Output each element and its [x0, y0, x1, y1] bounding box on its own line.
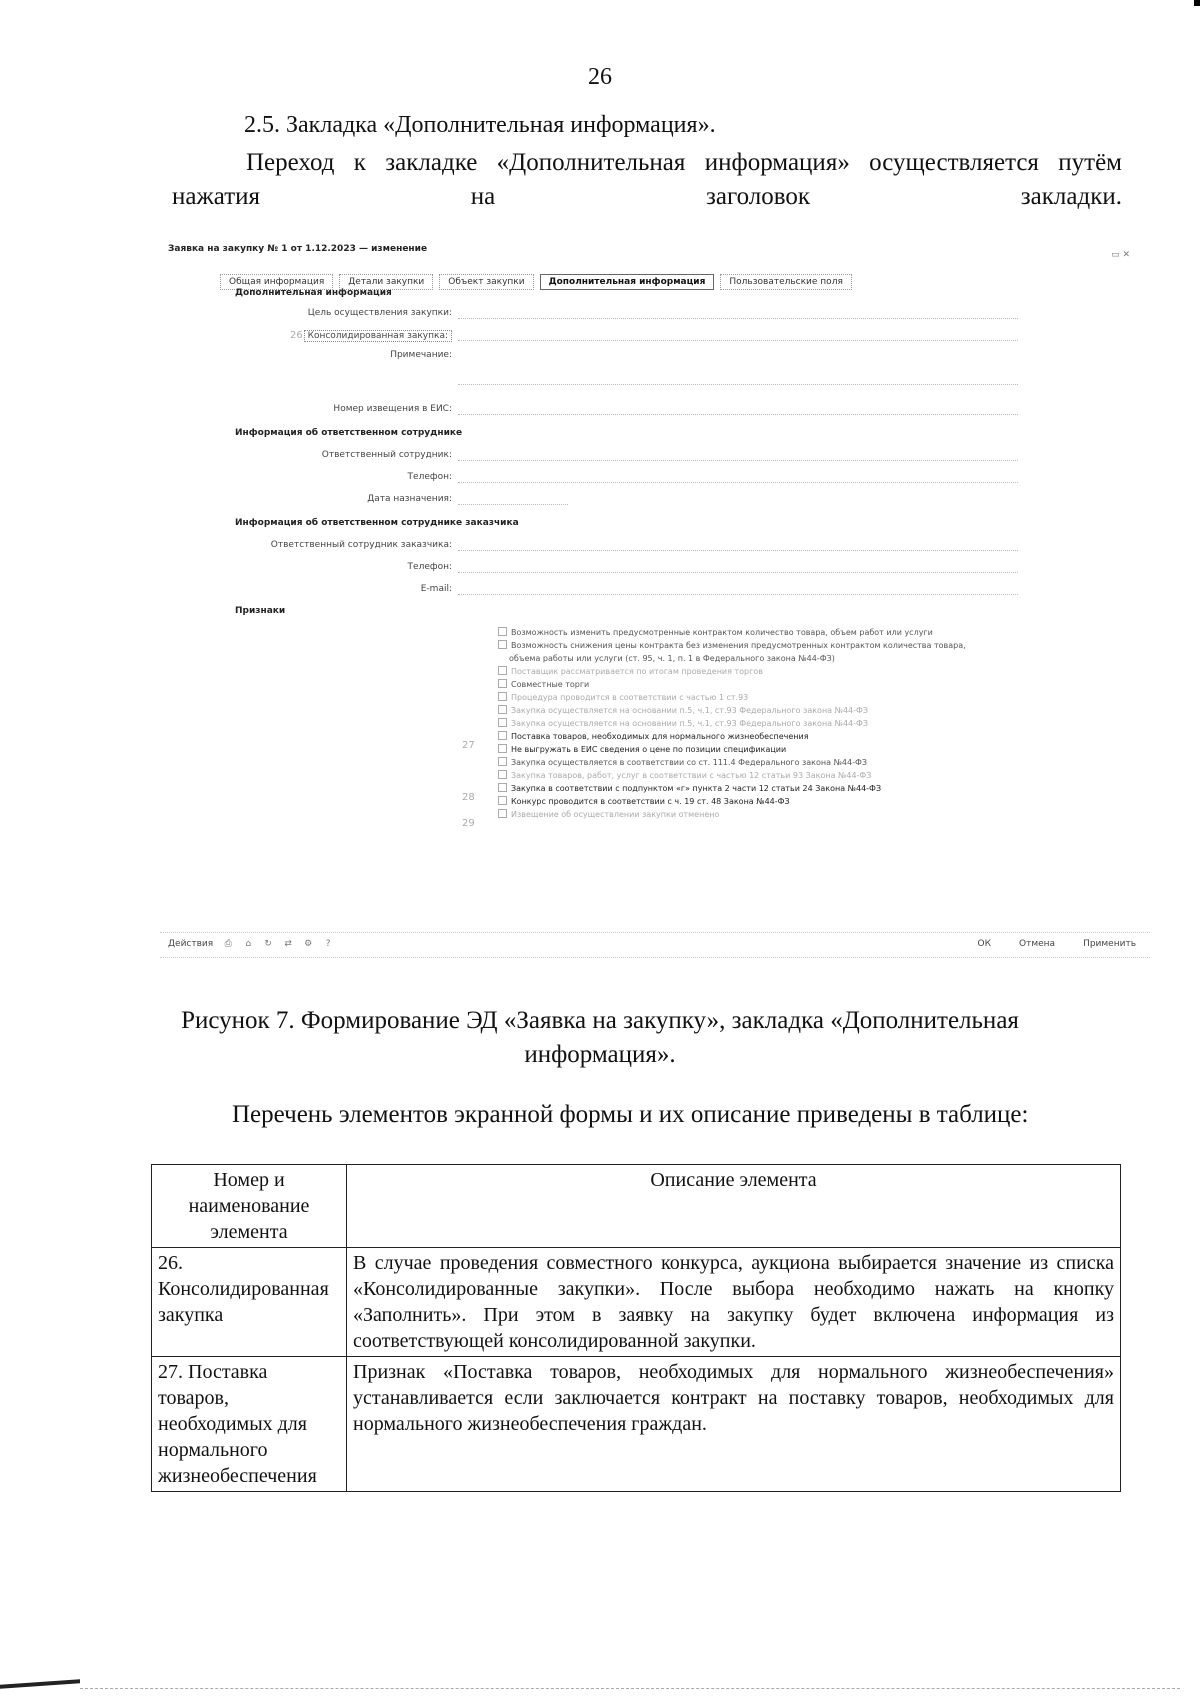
- cancel-button[interactable]: Отмена: [1019, 939, 1056, 949]
- label-goal: Цель осуществления закупки:: [307, 308, 452, 318]
- element-name-cell: 27. Поставка товаров, необходимых для нормального жизнеобеспечения: [152, 1357, 347, 1492]
- row-notice-number: [160, 404, 1150, 418]
- window-title: Заявка на закупку № 1 от 1.12.2023 — изменение: [168, 244, 428, 254]
- table-header-row: [152, 1165, 1121, 1248]
- sign-text: объема работы или услуги (ст. 95, ч. 1, п. 1 в Федерального закона №44-ФЗ): [509, 654, 835, 663]
- settings-icon[interactable]: ⚙: [304, 939, 313, 949]
- label-assign-date: Дата назначения:: [367, 494, 452, 504]
- marker-26: 26: [290, 330, 303, 341]
- marker-27: 27: [462, 740, 475, 751]
- element-description-cell: Признак «Поставка товаров, необходимых для нормального жизнеобеспечения» устанавливается если заключается контракт на поставку товаров, необходимых для нормального жизнеобеспечения граждан.: [347, 1357, 1121, 1492]
- label-note: Примечание:: [390, 350, 452, 360]
- note-textarea[interactable]: [458, 350, 1018, 385]
- sign-checkbox[interactable]: Закупка осуществляется на основании п.5, ч.1, ст.93 Федерального закона №44-ФЗ: [498, 704, 1118, 717]
- tab-additional-info[interactable]: Дополнительная информация: [540, 274, 715, 290]
- sign-checkbox[interactable]: Возможность снижения цены контракта без изменения предусмотренных контрактом количества товара,: [498, 639, 1118, 652]
- group-signs: Признаки: [235, 606, 286, 616]
- link-icon[interactable]: ⇄: [284, 939, 292, 949]
- sign-checkbox[interactable]: Закупка в соответствии с подпунктом «г» пункта 2 части 12 статьи 24 Закона №44-ФЗ: [498, 782, 1118, 795]
- sign-checkbox[interactable]: Закупка осуществляется на основании п.5, ч.1, ст.93 Федерального закона №44-ФЗ: [498, 717, 1118, 730]
- table-row: [152, 1248, 1121, 1357]
- scan-mark: [1194, 0, 1200, 6]
- caption-line-1: Рисунок 7. Формирование ЭД «Заявка на закупку», закладка «Дополнительная: [181, 1007, 1019, 1034]
- row-customer-employee: [160, 540, 1150, 554]
- consolidated-select[interactable]: [458, 330, 1018, 341]
- group-customer-responsible: Информация об ответственном сотруднике заказчика: [235, 518, 519, 528]
- phone-field[interactable]: [458, 472, 1018, 483]
- row-phone: [160, 472, 1150, 486]
- sign-checkbox[interactable]: Извещение об осуществлении закупки отменено: [498, 808, 1118, 821]
- label-customer-employee: Ответственный сотрудник заказчика:: [270, 540, 452, 550]
- marker-28: 28: [462, 792, 475, 803]
- help-icon[interactable]: ?: [325, 939, 331, 949]
- table-intro-line-2: в таблице:: [918, 1101, 1029, 1128]
- row-consolidated: [160, 330, 1150, 344]
- table-intro-line-1: Перечень элементов экранной формы и их описание приведены: [232, 1101, 913, 1128]
- label-customer-phone: Телефон:: [407, 562, 452, 572]
- print-icon[interactable]: ⎙: [224, 939, 232, 949]
- sign-checkbox[interactable]: Поставщик рассматривается по итогам проведения торгов: [498, 665, 1118, 678]
- assign-date-field[interactable]: [458, 494, 568, 505]
- table-row: [152, 1357, 1121, 1492]
- caption-line-2: информация».: [524, 1041, 676, 1068]
- section-heading: 2.5. Закладка «Дополнительная информация».: [244, 112, 716, 138]
- customer-phone-field[interactable]: [458, 562, 1018, 573]
- sign-checkbox-essential-goods[interactable]: Поставка товаров, необходимых для нормального жизнеобеспечения: [498, 730, 1118, 743]
- group-responsible: Информация об ответственном сотруднике: [235, 428, 463, 438]
- tab-general[interactable]: Общая информация: [220, 274, 333, 290]
- tab-user-fields[interactable]: Пользовательские поля: [720, 274, 851, 290]
- figure-caption: [150, 1004, 1050, 1072]
- window-controls-icon[interactable]: ▭ ✕: [1111, 250, 1130, 260]
- element-name-cell: 26. Консолидированная закупка: [152, 1248, 347, 1357]
- goal-field[interactable]: [458, 308, 1018, 319]
- tab-details[interactable]: Детали закупки: [339, 274, 433, 290]
- attach-icon[interactable]: ⌂: [245, 939, 252, 949]
- sign-checkbox[interactable]: Конкурс проводится в соответствии с ч. 19 ст. 48 Закона №44-ФЗ: [498, 795, 1118, 808]
- footer-buttons: [978, 939, 1136, 949]
- form-screenshot: [160, 232, 1150, 972]
- row-employee: [160, 450, 1150, 464]
- row-note: [160, 350, 1150, 364]
- marker-29: 29: [462, 818, 475, 829]
- group-additional-info: Дополнительная информация: [235, 288, 392, 298]
- table-header-name: Номер и наименование элемента: [152, 1165, 347, 1248]
- label-notice-number: Номер извещения в ЕИС:: [333, 404, 452, 414]
- table-header-description: Описание элемента: [347, 1165, 1121, 1248]
- ok-button[interactable]: ОК: [977, 939, 991, 949]
- tab-object[interactable]: Объект закупки: [439, 274, 533, 290]
- row-customer-phone: [160, 562, 1150, 576]
- label-consolidated: Консолидированная закупка:: [304, 330, 452, 342]
- notice-number-field[interactable]: [458, 404, 1018, 415]
- sign-checkbox[interactable]: Закупка товаров, работ, услуг в соответствии с частью 12 статьи 93 Закона №44-ФЗ: [498, 769, 1118, 782]
- signs-list: [498, 626, 1118, 821]
- scan-edge-line: [80, 1688, 1180, 1689]
- form-footer: [160, 932, 1150, 958]
- customer-employee-select[interactable]: [458, 540, 1018, 551]
- label-phone: Телефон:: [407, 472, 452, 482]
- elements-table: [151, 1164, 1121, 1492]
- sign-checkbox[interactable]: Закупка осуществляется в соответствии со ст. 111.4 Федерального закона №44-ФЗ: [498, 756, 1118, 769]
- table-intro: [154, 1098, 1126, 1132]
- sign-checkbox[interactable]: Совместные торги: [498, 678, 1118, 691]
- row-email: [160, 584, 1150, 598]
- intro-line-2: путём нажатия на заголовок закладки.: [172, 149, 1123, 210]
- row-goal: [160, 308, 1150, 322]
- row-assign-date: [160, 494, 1150, 508]
- actions-menu[interactable]: Действия: [168, 939, 214, 949]
- sign-checkbox[interactable]: Возможность изменить предусмотренные контрактом количество товара, объем работ или услуги: [498, 626, 1118, 639]
- apply-button[interactable]: Применить: [1083, 939, 1136, 949]
- scan-edge: [0, 1679, 80, 1689]
- label-employee: Ответственный сотрудник:: [321, 450, 452, 460]
- page-number: 26: [588, 64, 612, 90]
- element-description-cell: В случае проведения совместного конкурса, аукциона выбирается значение из списка «Консолидированные закупки». После выбора необходимо нажать на кнопку «Заполнить». При этом в заявку на закупку будет включена информация из соответствующей консолидированной закупки.: [347, 1248, 1121, 1357]
- sign-checkbox[interactable]: Не выгружать в ЕИС сведения о цене по позиции спецификации: [498, 743, 1118, 756]
- label-email: E-mail:: [420, 584, 452, 594]
- employee-select[interactable]: [458, 450, 1018, 461]
- email-field[interactable]: [458, 584, 1018, 595]
- intro-line-1: Переход к закладке «Дополнительная информация» осуществляется: [246, 149, 1039, 176]
- refresh-icon[interactable]: ↻: [264, 939, 272, 949]
- footer-actions: [168, 939, 333, 949]
- sign-checkbox[interactable]: Процедура проводится в соответствии с частью 1 ст.93: [498, 691, 1118, 704]
